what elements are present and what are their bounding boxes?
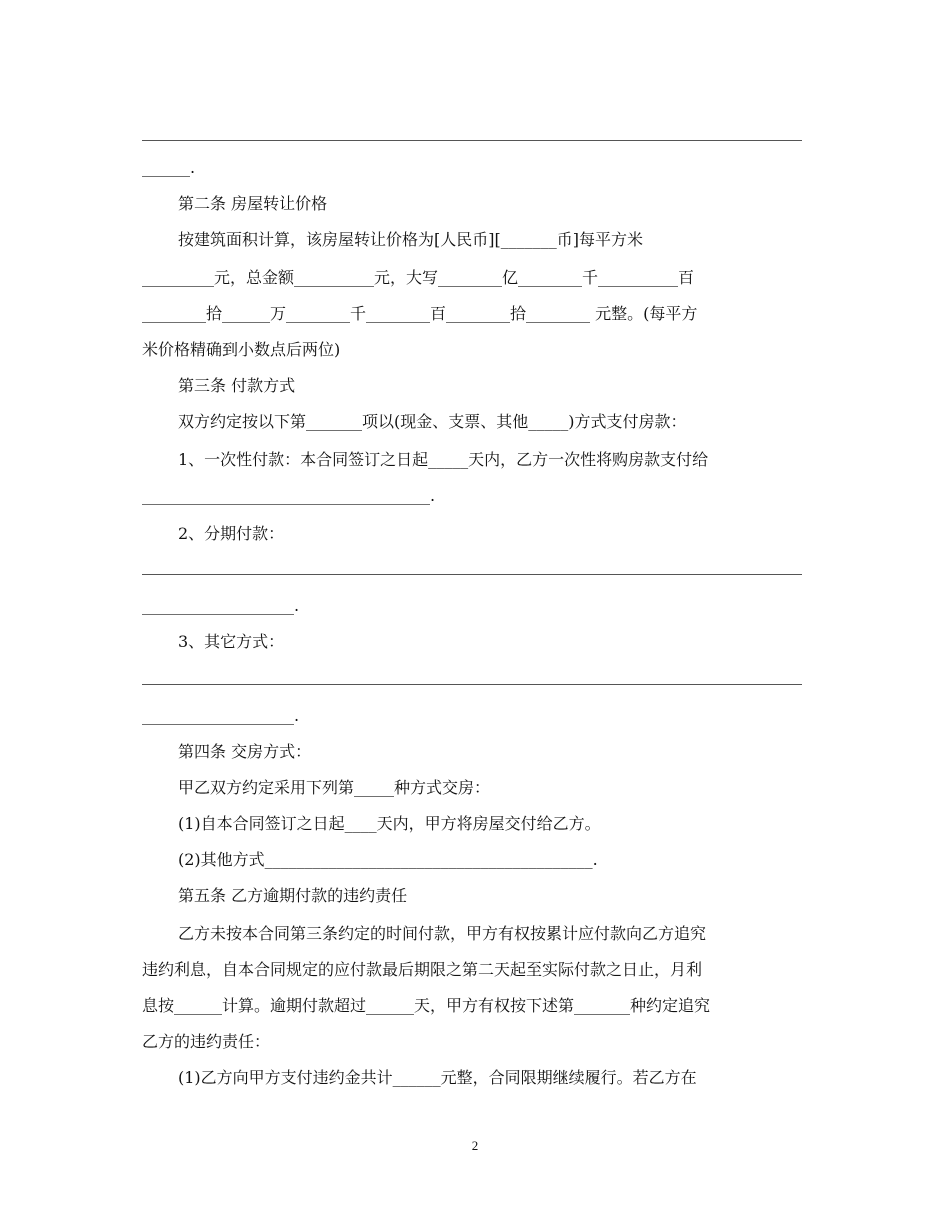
price-clause-line-1: 按建筑面积计算，该房屋转让价格为[人民币][_______币]每平方米 <box>178 230 643 249</box>
payment-clause-intro: 双方约定按以下第_______项以(现金、支票、其他_____)方式支付房款： <box>178 412 687 431</box>
payment-option-3: 3、其它方式： <box>178 632 285 651</box>
delivery-clause-intro: 甲乙双方约定采用下列第_____种方式交房： <box>178 778 491 797</box>
article-5-heading: 第五条 乙方逾期付款的违约责任 <box>178 886 408 905</box>
payment-option-1-blank: ____________________________________. <box>142 486 436 505</box>
late-payment-line-2: 违约利息，自本合同规定的应付款最后期限之第二天起至实际付款之日止，月利 <box>142 960 703 979</box>
blank-rule-top <box>142 140 802 141</box>
late-payment-line-3: 息按______计算。逾期付款超过______天，甲方有权按下述第_______种约定追究 <box>142 996 711 1015</box>
payment-option-2-blank: ___________________. <box>142 596 300 615</box>
delivery-option-2: (2)其他方式_________________________________________. <box>178 850 598 869</box>
payment-option-2: 2、分期付款： <box>178 524 285 543</box>
blank-rule-installment <box>142 574 802 575</box>
penalty-option-1: (1)乙方向甲方支付违约金共计______元整，合同限期继续履行。若乙方在 <box>178 1068 697 1087</box>
page-number: 2 <box>471 1138 479 1153</box>
payment-option-3-blank: ___________________. <box>142 706 300 725</box>
article-4-heading: 第四条 交房方式： <box>178 742 312 761</box>
article-2-heading: 第二条 房屋转让价格 <box>178 194 328 213</box>
late-payment-line-1: 乙方未按本合同第三条约定的时间付款，甲方有权按累计应付款向乙方追究 <box>178 924 707 943</box>
price-clause-line-4: 米价格精确到小数点后两位) <box>142 340 341 359</box>
price-clause-line-3: ________拾______万________千________百________拾________ 元整。(每平方 <box>142 304 698 323</box>
blank-line-end: ______. <box>142 158 196 177</box>
delivery-option-1: (1)自本合同签订之日起____天内，甲方将房屋交付给乙方。 <box>178 814 601 833</box>
late-payment-line-4: 乙方的违约责任： <box>142 1032 271 1051</box>
price-clause-line-2: _________元，总金额__________元，大写________亿________千__________百 <box>142 268 695 287</box>
article-3-heading: 第三条 付款方式 <box>178 376 296 395</box>
blank-rule-other <box>142 684 802 685</box>
payment-option-1: 1、一次性付款：本合同签订之日起_____天内，乙方一次性将购房款支付给 <box>178 450 709 469</box>
